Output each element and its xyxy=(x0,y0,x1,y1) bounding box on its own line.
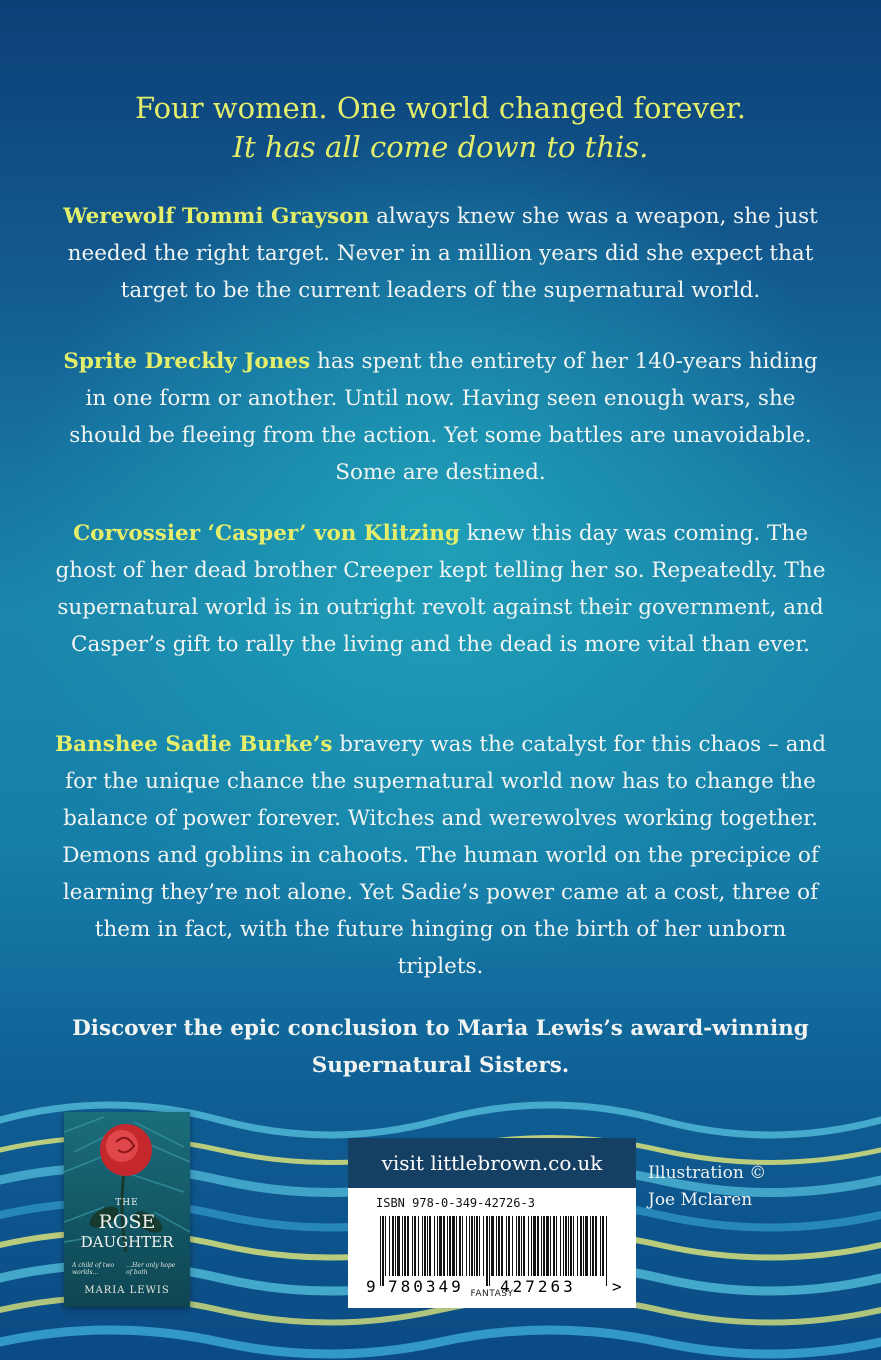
barcode-bar xyxy=(486,1216,488,1286)
thumbnail-author: MARIA LEWIS xyxy=(84,1285,170,1296)
isbn-number: ISBN 978-0-349-42726-3 xyxy=(376,1196,535,1210)
barcode-bar xyxy=(476,1216,478,1276)
character-name: Sprite Dreckly Jones xyxy=(63,349,311,374)
barcode-bar xyxy=(382,1216,384,1286)
thumbnail-title-rose: ROSE xyxy=(98,1211,156,1233)
barcode-bar xyxy=(590,1216,591,1276)
barcode-bar xyxy=(389,1216,390,1276)
barcode-bar xyxy=(456,1216,457,1276)
genre-label: FANTASY xyxy=(470,1289,514,1299)
blurb-paragraph-tommi xyxy=(55,198,826,309)
barcode-first-digit: 9 xyxy=(366,1277,376,1296)
barcode-bar xyxy=(462,1216,463,1276)
barcode-bar xyxy=(459,1216,461,1276)
barcode-bar xyxy=(397,1216,400,1276)
barcode-bar xyxy=(577,1216,578,1276)
thumbnail-title xyxy=(64,1194,190,1252)
barcode-bar xyxy=(531,1216,532,1276)
barcode-bar xyxy=(437,1216,438,1276)
barcode-bar xyxy=(434,1216,435,1276)
barcode-bar xyxy=(606,1216,607,1286)
barcode-bar xyxy=(424,1216,426,1276)
illustration-credit xyxy=(648,1160,766,1214)
barcode-bar xyxy=(533,1216,536,1276)
barcode-bar xyxy=(565,1216,567,1276)
barcode-bar xyxy=(568,1216,569,1276)
barcode-bar xyxy=(422,1216,423,1276)
thumbnail-blurb-right: …Her only hope of both xyxy=(126,1262,176,1276)
barcode-bar xyxy=(474,1216,475,1276)
barcode-bar xyxy=(491,1216,494,1276)
character-name: Banshee Sadie Burke’s xyxy=(55,732,333,757)
barcode-arrow: > xyxy=(612,1277,622,1296)
barcode-bar xyxy=(570,1216,572,1276)
barcode-bar xyxy=(521,1216,522,1276)
barcode-bar xyxy=(449,1216,451,1276)
blurb-paragraph-sadie xyxy=(55,726,826,985)
barcode-bar xyxy=(407,1216,409,1276)
barcode-bar xyxy=(528,1216,529,1276)
barcode-bar xyxy=(602,1216,604,1276)
barcode-bar xyxy=(469,1216,470,1276)
barcode-bar xyxy=(523,1216,525,1276)
barcode-bar xyxy=(592,1216,594,1276)
barcode-bar xyxy=(600,1216,601,1276)
barcode-bar xyxy=(385,1216,386,1276)
front-cover-thumbnail xyxy=(64,1112,190,1307)
barcode-bar xyxy=(395,1216,396,1276)
barcode-bar xyxy=(585,1216,588,1276)
barcode-bar xyxy=(512,1216,513,1276)
tagline-line-2: It has all come down to this. xyxy=(232,130,649,164)
barcode-bar xyxy=(543,1216,545,1276)
barcode-bar xyxy=(483,1216,484,1276)
barcode-bar xyxy=(516,1216,517,1276)
credit-line-1: Illustration © xyxy=(648,1163,767,1183)
barcode-panel xyxy=(348,1138,636,1308)
closing-statement: Discover the epic conclusion to Maria Lewis’s award-winning Supernatural Sisters. xyxy=(72,1016,809,1078)
paragraph-text: always knew she was a weapon, she just needed the right target. Never in a million years did she expect that target to be the current leaders of the supernatural world. xyxy=(67,204,818,303)
barcode-digits-left: 780349 xyxy=(388,1277,464,1296)
barcode-bar xyxy=(553,1216,555,1276)
barcode-bar xyxy=(443,1216,445,1276)
barcode-bar xyxy=(560,1216,561,1276)
barcode-image xyxy=(366,1214,632,1296)
barcode-bar xyxy=(595,1216,597,1276)
barcode-bar xyxy=(380,1216,381,1286)
credit-line-2: Joe Mclaren xyxy=(648,1190,753,1210)
barcode-bar xyxy=(439,1216,442,1276)
barcode-bar xyxy=(550,1216,551,1276)
barcode-bar xyxy=(546,1216,549,1276)
thumbnail-title-the: THE xyxy=(115,1198,139,1208)
barcode-bar xyxy=(412,1216,413,1276)
barcode-bar xyxy=(501,1216,503,1276)
character-name: Corvossier ‘Casper’ von Klitzing xyxy=(73,521,460,546)
barcode-bar xyxy=(508,1216,510,1276)
barcode-bar xyxy=(402,1216,403,1276)
barcode-bar xyxy=(418,1216,419,1276)
barcode-bar xyxy=(479,1216,480,1276)
barcode-bar xyxy=(471,1216,473,1276)
thumbnail-blurb xyxy=(72,1262,182,1276)
barcode-bar xyxy=(414,1216,416,1276)
barcode-bar xyxy=(573,1216,574,1276)
barcode-bar xyxy=(518,1216,520,1276)
barcode-bar xyxy=(537,1216,539,1276)
barcode-bar xyxy=(506,1216,507,1276)
barcode-bar xyxy=(541,1216,542,1276)
barcode-bar xyxy=(556,1216,557,1276)
thumbnail-title-daughter: DAUGHTER xyxy=(80,1233,174,1251)
barcode-bar xyxy=(496,1216,497,1276)
barcode-bar xyxy=(580,1216,582,1276)
barcode-bar xyxy=(563,1216,564,1276)
barcode-bar xyxy=(429,1216,431,1276)
barcode-bar xyxy=(452,1216,455,1276)
barcode-bar xyxy=(498,1216,500,1276)
barcode-bar xyxy=(583,1216,584,1276)
barcode-bar xyxy=(489,1216,490,1286)
barcode-bar xyxy=(392,1216,394,1276)
character-name: Werewolf Tommi Grayson xyxy=(63,204,370,229)
paragraph-text: knew this day was coming. The ghost of her dead brother Creeper kept telling her so. Repeatedly. The supernatural world is in outright revolt against their government, and Casper’s gift to rally the living and the dead is more vital than ever. xyxy=(55,521,826,657)
publisher-website: visit littlebrown.co.uk xyxy=(348,1138,636,1188)
barcode-bar xyxy=(427,1216,428,1276)
thumbnail-blurb-left: A child of two worlds… xyxy=(72,1262,114,1276)
paragraph-text: bravery was the catalyst for this chaos – and for the unique chance the supernatural world now has to change the balance of power forever. Witches and werewolves working together. Demons and goblins in cahoots. The human world on the precipice of learning they’re not alone. Yet Sadie’s power came at a cost, three of them in fact, with the future hinging on the birth of her unborn triplets. xyxy=(62,732,827,979)
barcode-bar xyxy=(466,1216,467,1276)
blurb-paragraph-dreckly xyxy=(55,343,826,491)
paragraph-text: has spent the entirety of her 140-years hiding in one form or another. Until now. Having seen enough wars, she should be fleeing from the action. Yet some battles are unavoidable. Some are destined. xyxy=(69,349,818,485)
barcode-digits-right: 427263 xyxy=(500,1277,576,1296)
tagline-line-1: Four women. One world changed forever. xyxy=(135,91,746,125)
barcode-bar xyxy=(447,1216,448,1276)
barcode-bar xyxy=(404,1216,406,1276)
blurb-paragraph-casper xyxy=(55,515,826,663)
